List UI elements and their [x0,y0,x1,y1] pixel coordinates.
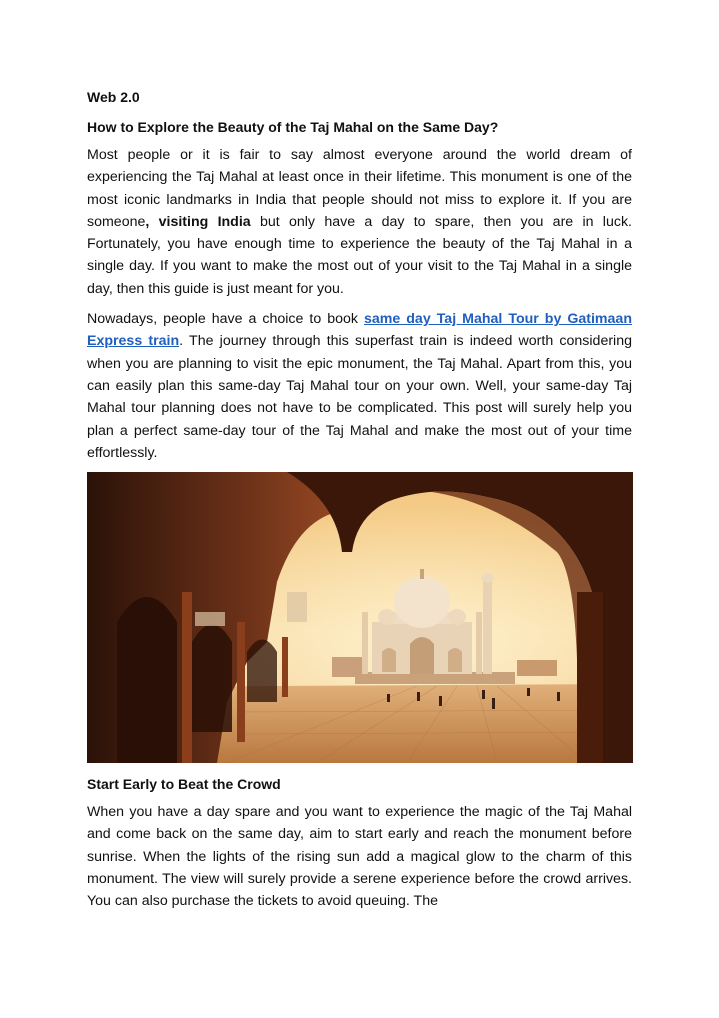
start-early-paragraph: When you have a day spare and you want to experience the magic of the Taj Mahal and come back on the same day, aim to start early and reach the monument before sunrise. When the lights of the rising sun add a magical glow to the charm of this monument. The view will surely provide a serene experience before the crowd arrives. You can also purchase the tickets to avoid queuing. The [87,804,632,910]
tour-text-end: . The journey through this superfast train is indeed worth considering when you are planning to visit the epic monument, the Taj Mahal. Apart from this, you can easily plan this same-day Taj Mahal tour on your own. Well, your same-day Taj Mahal tour planning does not have to be complicated. This post will surely help you plan a perfect same-day tour of the Taj Mahal and make the most out of your time effortlessly. [87,333,632,461]
document-label: Web 2.0 [87,89,140,105]
taj-mahal-illustration [87,472,633,763]
intro-text-end: but only have a day to spare, then you are in luck. Fortunately, you have enough time to experience the beauty of the Taj Mahal in a single day. If you want to make the most out of your visit to the Taj Mahal in a single day, then this guide is just meant for you. [87,213,632,297]
tour-text-start: Nowadays, people have a choice to book [87,311,364,328]
side-building-right [517,660,557,676]
tour-paragraph [87,308,632,464]
foreground-pillar [577,592,603,763]
gatimaan-tour-link[interactable]: same day Taj Mahal Tour by Gatimaan Express train [87,311,632,350]
taj-mahal-photo [87,472,633,763]
intro-paragraph [87,144,632,300]
section-heading-start-early: Start Early to Beat the Crowd [87,776,281,793]
intro-text-start: Most people or it is fair to say almost everyone around the world dream of experiencing the Taj Mahal at least once in their lifetime. This monument is one of the most iconic landmarks in India that people should not miss to explore it. If you are someone [87,147,632,230]
document-body [87,86,632,921]
page-title: How to Explore the Beauty of the Taj Mahal on the Same Day? [87,119,499,135]
intro-bold-phrase: , visiting India [145,213,251,230]
side-building-left [332,657,362,677]
